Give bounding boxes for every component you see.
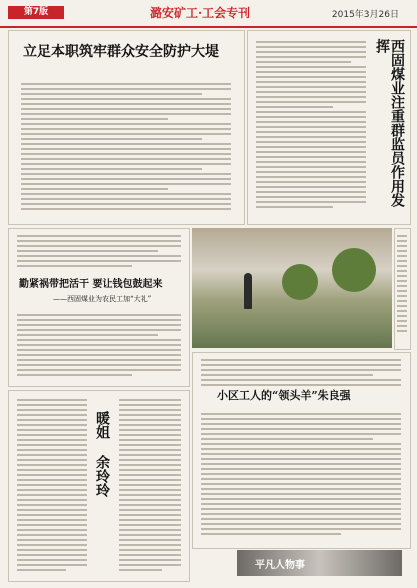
- page-number-badge: 第7版: [8, 6, 64, 19]
- article-nuan-jie: [8, 390, 190, 582]
- headline-safety: 立足本职筑牢群众安全防护大堤: [23, 44, 219, 60]
- body-text-lines: [17, 399, 87, 574]
- headline-zhu: 小区工人的“领头羊”朱良强: [217, 389, 351, 402]
- tree-shape: [282, 264, 318, 300]
- headline-xigu-vertical: 西固煤业注重群监员作用发挥: [374, 39, 405, 207]
- subheadline-migrant: ——西固煤业为农民工加“大礼”: [53, 295, 152, 303]
- news-photo: [192, 228, 392, 348]
- body-text-lines: [201, 413, 401, 538]
- footer-label: 平凡人物事: [255, 560, 305, 571]
- masthead: [0, 0, 417, 28]
- body-text-lines: [119, 399, 181, 574]
- newspaper-title: 潞安矿工·工会专刊: [150, 6, 251, 20]
- body-text-lines: [17, 235, 181, 270]
- person-figure: [244, 273, 252, 309]
- article-main-safety: [8, 30, 245, 225]
- publication-date: 2015年3月26日: [331, 10, 399, 20]
- body-text-lines: [256, 41, 366, 211]
- body-text-lines: [201, 359, 401, 389]
- body-text-lines: [21, 83, 231, 213]
- body-text-lines: [17, 314, 181, 379]
- headline-nuan-jie-vertical: 暖姐 余玲玲: [94, 411, 110, 497]
- tree-shape: [332, 248, 376, 292]
- headline-migrant: 勤紧祸带把活干 要让钱包鼓起来: [19, 279, 163, 290]
- article-xigu-coal: [247, 30, 411, 225]
- caption-lines: [397, 235, 407, 335]
- photo-caption: [394, 228, 411, 350]
- article-migrant-workers: [8, 228, 190, 387]
- article-zhu-liangqiang: [192, 352, 411, 549]
